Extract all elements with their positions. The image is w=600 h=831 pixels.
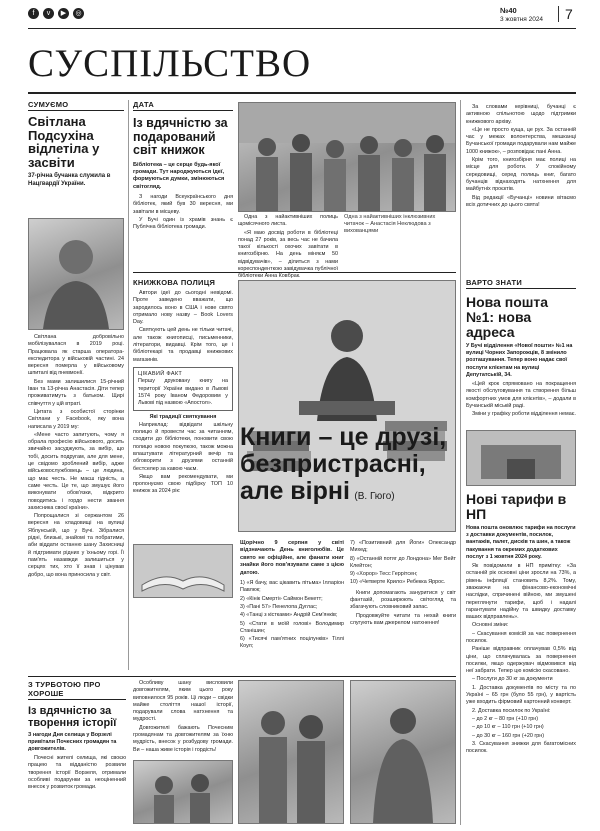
nova-poshta-photo bbox=[466, 430, 576, 486]
books-headline-text: Книги – це друзі, безпристрасні, але вірні bbox=[240, 423, 447, 505]
list-item: 8) «Останній потяг до Лондона» Мег Вейт Клейтон; bbox=[350, 555, 456, 569]
books-paragraph: Святкують цей день не тільки читачі, але також книгописці, письменники, літератори, видавці. Крім того, це і бібліотекарі та продавці книжкових магазинів. bbox=[133, 327, 233, 363]
issue-number: №40 bbox=[500, 6, 517, 15]
viber-icon[interactable]: v bbox=[43, 8, 54, 19]
traditions-title: Які традиції святкування bbox=[149, 414, 217, 421]
traditions-text: Наприклад: відвідати шкільну полицю й провести час за читанням, сходити до бібліотеки, поновити свою полицю новою покупкою, також можна влаштувати літературний вечір та обговорити з друзями останній бестселер за кавою чаєм. bbox=[133, 421, 233, 472]
data-title: Із вдячністю за подарований світ книжок bbox=[133, 116, 228, 157]
recommend-text: Якщо вам рекомендувати, ми пропонуємо свою підбірку ТОП 10 книжок за 2024 рік: bbox=[133, 473, 233, 495]
list-item: 2) «Кінік Смерті» Саймон Бекетт; bbox=[240, 595, 323, 602]
list-item: 6) «Тисячі пам'ятних поцілунків» Тіллі Коул; bbox=[240, 636, 344, 650]
header-rule bbox=[28, 28, 576, 29]
fact-title: ЦІКАВИЙ ФАКТ bbox=[138, 370, 183, 377]
books-col2 bbox=[240, 540, 344, 652]
library-paragraph: Від редакції «Бучанці» новини вітаємо всіх дотичних до цього свята! bbox=[466, 194, 576, 208]
books-intro: Щорічно 9 серпня у світі відзначають День книголюбів. Це свято не офіційне, але фанати книг знайки його пов'язувати саме з цією датою. bbox=[240, 540, 344, 576]
sumuyemo-paragraph: Попрощалися зі сержантом 26 вересня на кладовищі на вулиці Яблунській, що у Бучі. Зібралися рідні, близькі, знайомі та побратими, аби віддати останню шану Захисниці й підтримати рідних у їхньому горі. Її пам'ять назавжди залишиться у серцях тих, хто її знав і цінував добро, що вона приносила у світ. bbox=[28, 513, 124, 578]
issue-info bbox=[500, 7, 543, 24]
gratitude-photo-small bbox=[133, 760, 233, 824]
tariffs-paragraph: – Послуги до 30 кг за документи bbox=[472, 676, 553, 683]
library-col3 bbox=[466, 104, 576, 210]
tariffs-body bbox=[466, 563, 576, 813]
books-headline bbox=[240, 424, 456, 505]
tariffs-paragraph: Основні зміни: bbox=[472, 622, 509, 629]
books-headline-author: (В. Гюго) bbox=[354, 491, 395, 502]
gratitude-body bbox=[28, 755, 126, 791]
worth-knowing-label: ВАРТО ЗНАТИ bbox=[466, 278, 576, 289]
data-paragraph: З нагоди Всеукраїнського дня бібліотек, який був 30 вересня, ми завітали в місцеву. bbox=[133, 194, 233, 215]
books-paragraph: Автори ідеї до сьогодні невідомі. Проте заведено вважати, що зародилось воно в США і нове свято отримало нову назву – Book Lovers Day. bbox=[133, 290, 233, 326]
tariffs-paragraph: – до 10 кг – 110 грн (+10 грн) bbox=[472, 724, 544, 731]
tariffs-lead: Нова пошта оновлює тарифи на послуги з доставки документів, посилок, вантажів, палет, дисків та шин, а також пакування та окремих додаткових послуг з 1 жовтня 2024 року. bbox=[466, 525, 576, 560]
sumuyemo-paragraph: Цитата з особистої сторінки Світлани у Facebook, яку вона написала у 2019 му: bbox=[28, 408, 124, 430]
sumuyemo-paragraph: «Мене часто запитують, чому я обрала професію військового, досить звичайно засуджують, за вибір, що тобі, досить подругам, але для мене, це свідомо зроблений вибір, адже військовослужбовець – це людина, що має честь. Не маєш гідність, а саме честь. Це те, що змушує його виконувати обов'язки, відкрито поводитись і гордо нести звання захисника своєї країни». bbox=[28, 431, 124, 511]
sumuyemo-paragraph: Без мами залишилися 15-річний Іван та 13-річна Анастасія. Діти тепер проживатимуть з батьком. Щирі співчуття у цій втраті. bbox=[28, 378, 124, 407]
section-title: СУСПІЛЬСТВО bbox=[28, 42, 312, 85]
library-photo-caption: Одна з найактивніших інклюзивних читачок – Анастасія Неклюдова з вихованцями bbox=[344, 214, 436, 234]
open-book-illustration bbox=[134, 545, 232, 597]
books-label: КНИЖКОВА ПОЛИЦЯ bbox=[133, 278, 216, 287]
data-article bbox=[133, 100, 233, 233]
data-paragraph: У Бучі один із храмів знань є Публічна бібліотека громади. bbox=[133, 217, 233, 231]
sumuyemo-article bbox=[28, 100, 124, 188]
np1-body bbox=[466, 381, 576, 418]
tariffs-paragraph: Як повідомили в НП примітку: «За останній рік основні ціни зросли на 73%, а рівень інфляції становить 8,2%. Тому, зважаючи на фінансово-економічні наслідки, спричинені війною, ми змушені переглянути тарифи, щоб і надалі гарантувати надійну та швидку доставку ваших відправлень». bbox=[466, 563, 576, 621]
np1-paragraph: «Цей крок спрямовано на покращення якості обслуговування та створення більш комфортних умов для клієнтів», – додали в Бучанській міській раді. bbox=[466, 381, 576, 409]
list-item: 4) «Танці з кістками» Андрій Сем'янків; bbox=[240, 612, 338, 619]
social-icons bbox=[28, 8, 84, 19]
tariffs-paragraph: 3. Скасування знижки для багатомісних посилок. bbox=[466, 740, 576, 755]
gratitude-article bbox=[28, 680, 126, 792]
column-divider bbox=[460, 100, 461, 270]
page-number: 7 bbox=[558, 6, 573, 22]
gratitude-label: З ТУРБОТОЮ ПРО ХОРОШЕ bbox=[28, 680, 126, 700]
np1-lead: У Бучі відділення «Нової пошти» №1 на вулиці Чорних Запорожців, 8 змінило розташування. Тепер воно надає свої послуги клієнтам на вулиці Депутатській, 34. bbox=[466, 343, 573, 378]
sumuyemo-title: Світлана Подсухіна відлетіла у засвіти bbox=[28, 114, 100, 170]
gratitude-figures-small bbox=[134, 761, 232, 823]
library-paragraph: За словами керівниці, бучанці є активною спільнотою щодо підтримки книжкового архіву. bbox=[466, 104, 576, 125]
gratitude-photo-2 bbox=[350, 680, 456, 824]
top10-list-left bbox=[240, 580, 344, 651]
tariffs-paragraph: – до 2 кг – 80 грн (+10 грн) bbox=[472, 715, 539, 722]
tariffs-paragraph: 1. Доставка документів по місту та по Україні – 65 грн (було 55 грн), у вартість уже входить фірмовий картонний конверт. bbox=[466, 684, 576, 706]
instagram-icon[interactable]: ◎ bbox=[73, 8, 84, 19]
library-group-figures bbox=[239, 103, 455, 211]
gratitude-paragraph: Довгожителі бажають Почесним громадянам та довгожителям за їхню мудрість, внесок у розбудову громади. Ви – наша живе історія і гордість! bbox=[133, 724, 233, 753]
library-paragraph: «Це не просто куща, це рух. За останній час у межах волонтерства, мешканці Бучанської громади подарували нам майже 1000 книжок», – розповідає пані Анна. bbox=[466, 126, 576, 155]
nova-poshta-building bbox=[467, 431, 575, 485]
list-item: 3) «Пані 57» Пенелопа Дуглас; bbox=[240, 603, 318, 610]
gratitude-figures-1 bbox=[239, 681, 343, 823]
library-paragraph: Крім того, книгозбірня має полиці на місце для роботи. У спокійному середовищі, серед полиць книг, багато бучанців віднаходять натхнення для майбутніх проєктів. bbox=[466, 157, 576, 193]
list-item: 10) «Четверте Крило» Ребекка Яррос. bbox=[350, 579, 446, 586]
tariffs-paragraph: Раніше відправник оплачував 0,5% від ціни, що сплачувалась за повернення посилки, якщо одержувач відмовився від неї забрати. Тепер цю комісію скасовано. bbox=[466, 646, 576, 675]
list-item: 7) «Позитивний для Йоги» Олександр Михед; bbox=[350, 540, 456, 554]
np1-title: Нова пошта №1: нова адреса bbox=[466, 294, 549, 340]
tariffs-title: Нові тарифи в НП bbox=[466, 491, 567, 522]
books-col3 bbox=[350, 540, 456, 628]
issue-date: 3 жовтня 2024 bbox=[500, 16, 544, 23]
gratitude-paragraph: Почесні жителі селища, які своєю працею та відданістю розвили творення історії Ворзеля, отримали особливі подарунки за неоціненний внесок у розвиток громади. bbox=[28, 755, 126, 791]
gratitude-title: Із вдячністю за творення історії bbox=[28, 705, 117, 729]
facebook-icon[interactable]: f bbox=[28, 8, 39, 19]
data-lead: Бібліотека – це серце будь-якої громади. Тут народжуються ідеї, формуються думки, змінюються світогляд. bbox=[133, 161, 225, 190]
sumuyemo-lead: 37-річна бучанка служила в Нацгвардії України. bbox=[28, 173, 111, 187]
column-divider bbox=[460, 270, 461, 825]
portrait-photo bbox=[28, 218, 124, 330]
sumuyemo-label: СУМУЄМО bbox=[28, 100, 124, 111]
books-col1 bbox=[133, 290, 233, 535]
np1-paragraph: Зміни у графіку роботи відділення немає. bbox=[472, 411, 576, 418]
list-item: 9) «Хорор» Тесс Геррітсен; bbox=[350, 571, 418, 578]
list-item: 5) «Стати в моїй голові» Володимир Станішин; bbox=[240, 620, 344, 634]
section-rule bbox=[133, 272, 456, 273]
data-body bbox=[133, 194, 233, 231]
tariffs-paragraph: – Скасування комісій за час повернення посилок. bbox=[466, 630, 576, 644]
gratitude-photo-1 bbox=[238, 680, 344, 824]
column-divider bbox=[128, 100, 129, 670]
youtube-icon[interactable]: ▶ bbox=[58, 8, 69, 19]
gratitude-col2 bbox=[133, 680, 233, 755]
sumuyemo-body bbox=[28, 334, 124, 664]
library-paragraph: Одна з найактивніших полиць щомісячного листа. bbox=[238, 214, 338, 228]
library-group-photo bbox=[238, 102, 456, 212]
worth-knowing-article bbox=[466, 278, 576, 420]
gratitude-lead: З нагоди Дня селища у Ворзелі привітали Почесних громадян та довгожителів. bbox=[28, 732, 117, 752]
fact-text: Першу друковану книгу на території України видано в Львові 1574 року Іваном Федоровим у Львові під назвою «Апостол». bbox=[138, 378, 228, 407]
books-outro: Книги допомагають зануритися у світ фантазій, розширюють світогляд та збагачують словниковий запас. bbox=[350, 589, 456, 611]
list-item: 1) «Я бачу, вас цікавить пітьма» Ілларіон Павлюк; bbox=[240, 580, 344, 594]
data-label: ДАТА bbox=[133, 100, 233, 111]
library-paragraph: «Я маю досвід роботи в бібліотеці понад 27 років, за весь час не бачила такої кількості охочих завітати в книгозбірню. На день міняєм 50 відвідувачів», – ділиться з нами кореспонденткою завідувачка публічної бібліотеки Анна Ковбрак. bbox=[238, 229, 338, 280]
masthead-rule bbox=[28, 92, 576, 94]
open-book-photo bbox=[133, 544, 233, 598]
sumuyemo-paragraph: Світлана добровільно мобілізувалася в 2019 році. Працювала як старша оператора-експедитора у військовій частині. 24 вересня померла у військовому шпиталі від пневмонії. bbox=[28, 334, 124, 377]
top10-list-right bbox=[350, 540, 456, 587]
tariffs-paragraph: – до 30 кг – 160 грн (+20 грн) bbox=[472, 732, 545, 739]
books-outro: Продовжуйте читати та нехай книги слугують вам джерелом натхнення! bbox=[350, 612, 456, 626]
fact-box bbox=[133, 367, 233, 411]
tariffs-article bbox=[466, 492, 576, 813]
portrait-figure bbox=[29, 219, 123, 329]
section-rule bbox=[28, 676, 456, 677]
gratitude-paragraph: Особливу шану висловили довгожителям, яким цього року виповнилося 95 років. Ці люди – свідки майже століття нашої історії, подарували слова натхнення та мудрості. bbox=[133, 680, 233, 723]
tariffs-paragraph: 2. Доставка посилок по Україні: bbox=[472, 707, 551, 714]
gratitude-figures-2 bbox=[351, 681, 455, 823]
